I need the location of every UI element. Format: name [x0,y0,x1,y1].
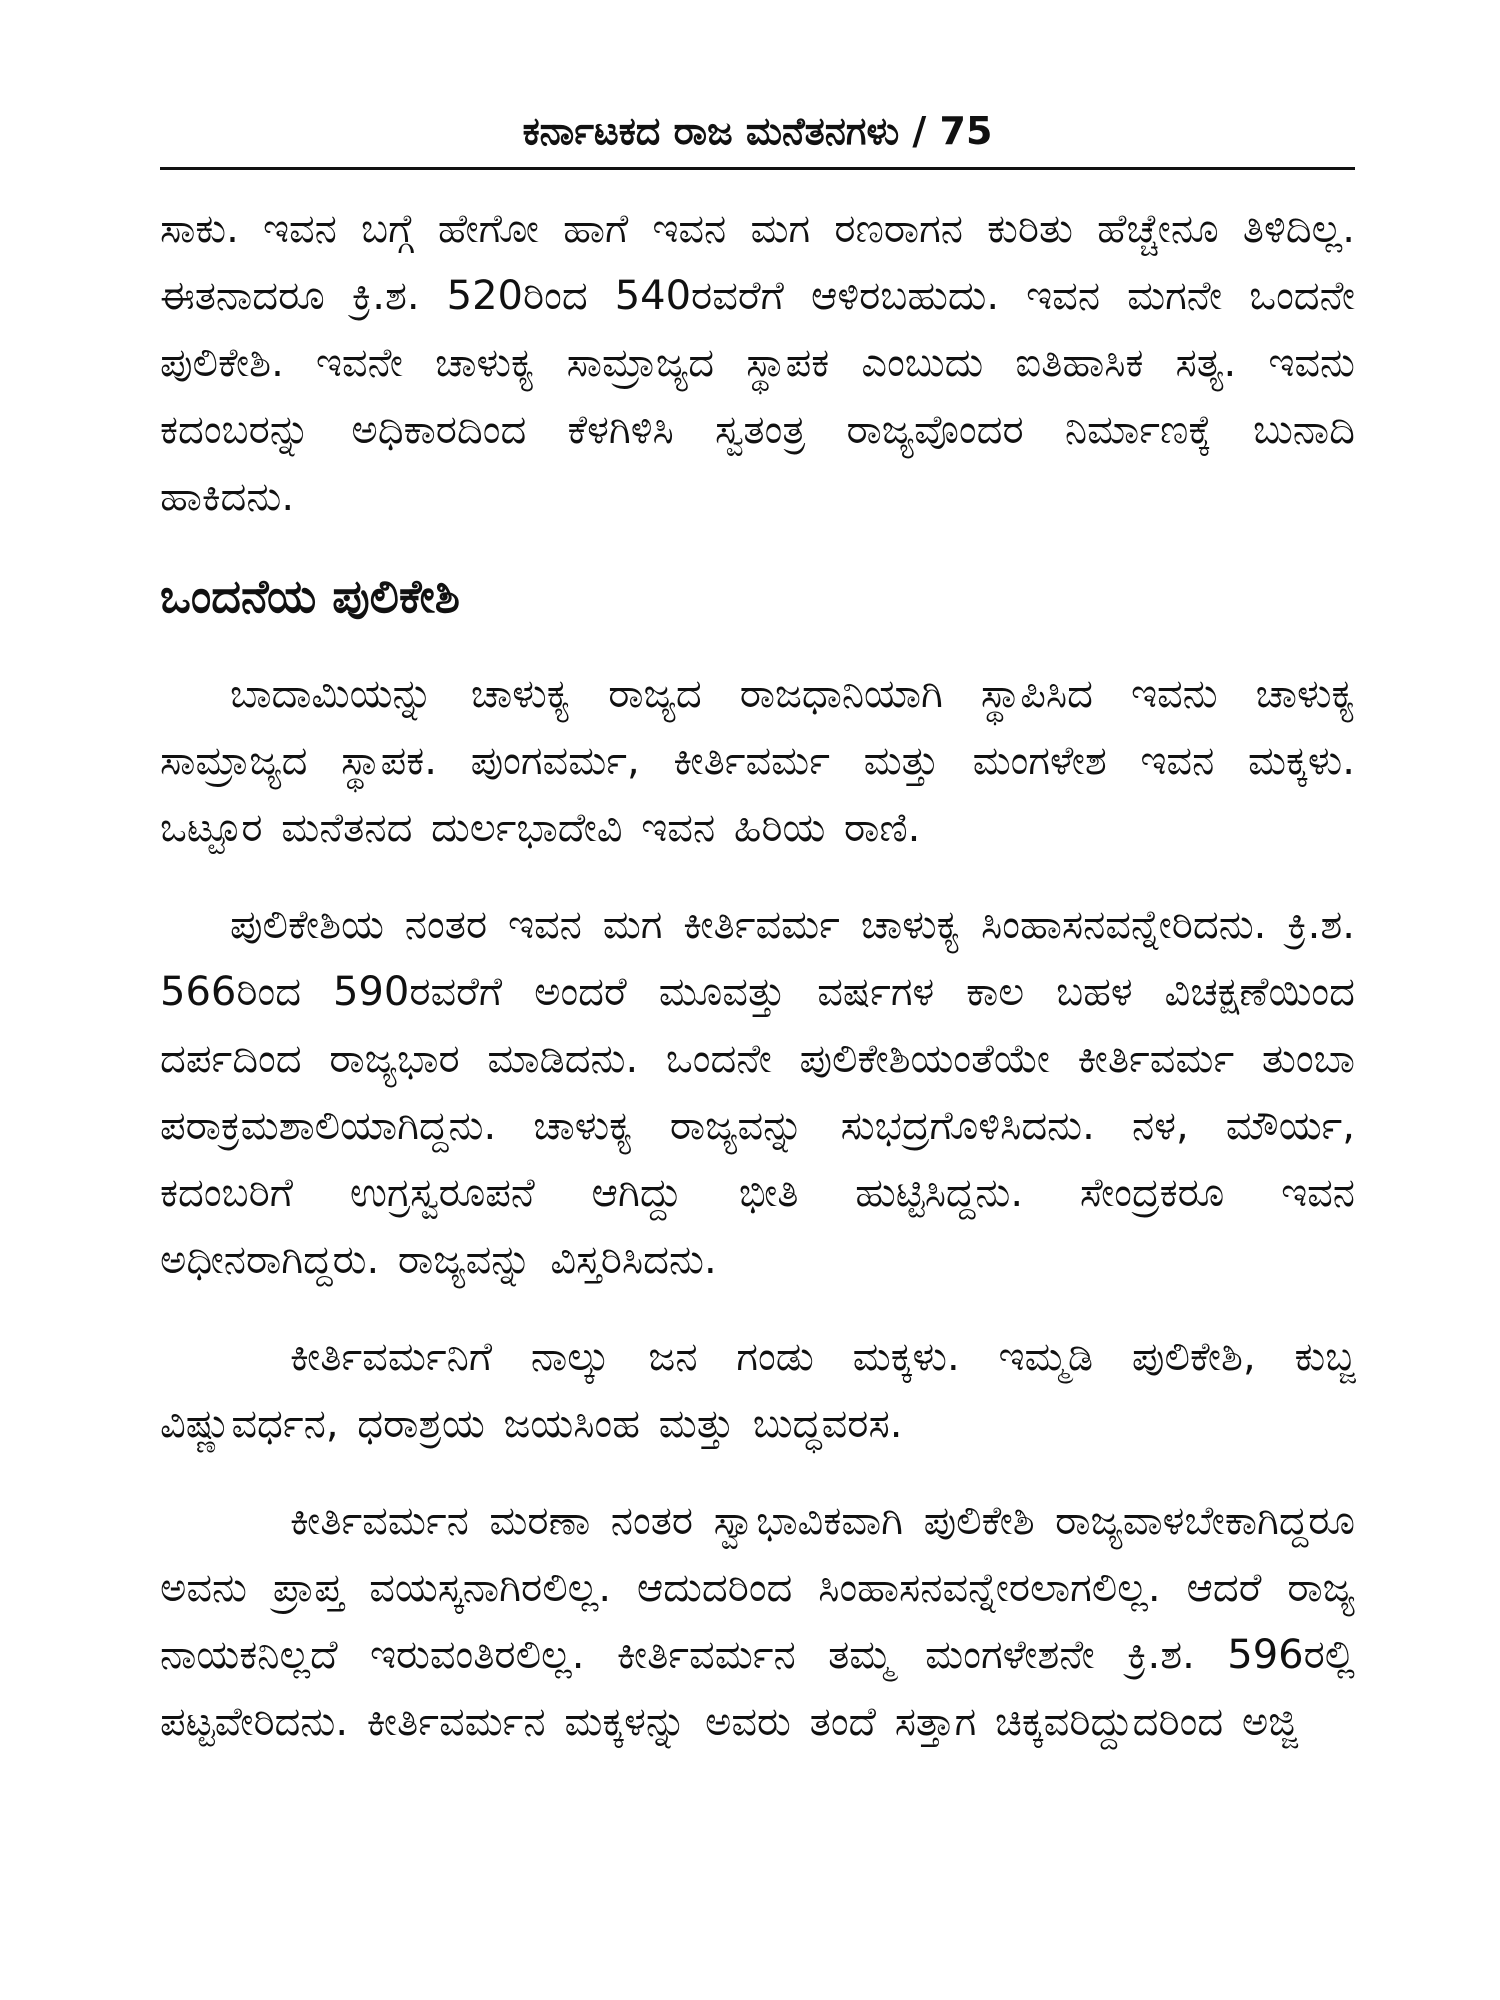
header-rule [160,167,1355,170]
page-body [160,196,1355,1786]
running-header: ಕರ್ನಾಟಕದ ರಾಜ ಮನೆತನಗಳು / 75 [522,109,993,153]
paragraph-3: ಪುಲಿಕೇಶಿಯ ನಂತರ ಇವನ ಮಗ ಕೀರ್ತಿವರ್ಮ ಚಾಳುಕ್ಯ ಸಿಂಹಾಸನವನ್ನೇರಿದನು. ಕ್ರಿ.ಶ. 566ರಿಂದ 590ರವರೆಗೆ ಅಂದರೆ ಮೂವತ್ತು ವರ್ಷಗಳ ಕಾಲ ಬಹಳ ವಿಚಕ್ಷಣೆಯಿಂದ ದರ್ಪದಿಂದ ರಾಜ್ಯಭಾರ ಮಾಡಿದನು. ಒಂದನೇ ಪುಲಿಕೇಶಿಯಂತೆಯೇ ಕೀರ್ತಿವರ್ಮ ತುಂಬಾ ಪರಾಕ್ರಮಶಾಲಿಯಾಗಿದ್ದನು. ಚಾಳುಕ್ಯ ರಾಜ್ಯವನ್ನು ಸುಭದ್ರಗೊಳಿಸಿದನು. ನಳ, ಮೌರ್ಯ, ಕದಂಬರಿಗೆ ಉಗ್ರಸ್ವರೂಪನೆ ಆಗಿದ್ದು ಭೀತಿ ಹುಟ್ಟಿಸಿದ್ದನು. ಸೇಂದ್ರಕರೂ ಇವನ ಅಧೀನರಾಗಿದ್ದರು. ರಾಜ್ಯವನ್ನು ವಿಸ್ತರಿಸಿದನು. [160,902,1355,1283]
paragraph-5: ಕೀರ್ತಿವರ್ಮನ ಮರಣಾ ನಂತರ ಸ್ವಾಭಾವಿಕವಾಗಿ ಪುಲಿಕೇಶಿ ರಾಜ್ಯವಾಳಬೇಕಾಗಿದ್ದರೂ ಅವನು ಪ್ರಾಪ್ತ ವಯಸ್ಕನಾಗಿರಲಿಲ್ಲ. ಆದುದರಿಂದ ಸಿಂಹಾಸನವನ್ನೇರಲಾಗಲಿಲ್ಲ. ಆದರೆ ರಾಜ್ಯ ನಾಯಕನಿಲ್ಲದೆ ಇರುವಂತಿರಲಿಲ್ಲ. ಕೀರ್ತಿವರ್ಮನ ತಮ್ಮ ಮಂಗಳೇಶನೇ ಕ್ರಿ.ಶ. 596ರಲ್ಲಿ ಪಟ್ಟವೇರಿದನು. ಕೀರ್ತಿವರ್ಮನ ಮಕ್ಕಳನ್ನು ಅವರು ತಂದೆ ಸತ್ತಾಗ ಚಿಕ್ಕವರಿದ್ದುದರಿಂದ ಅಜ್ಜಿ [160,1498,1355,1745]
paragraph-4: ಕೀರ್ತಿವರ್ಮನಿಗೆ ನಾಲ್ಕು ಜನ ಗಂಡು ಮಕ್ಕಳು. ಇಮ್ಮಡಿ ಪುಲಿಕೇಶಿ, ಕುಬ್ಜ ವಿಷ್ಣುವರ್ಧನ, ಧರಾಶ್ರಯ ಜಯಸಿಂಹ ಮತ್ತು ಬುದ್ಧವರಸ. [160,1334,1355,1447]
section-heading: ಒಂದನೆಯ ಪುಲಿಕೇಶಿ [160,569,460,623]
paragraph-2: ಬಾದಾಮಿಯನ್ನು ಚಾಳುಕ್ಯ ರಾಜ್ಯದ ರಾಜಧಾನಿಯಾಗಿ ಸ್ಥಾಪಿಸಿದ ಇವನು ಚಾಳುಕ್ಯ ಸಾಮ್ರಾಜ್ಯದ ಸ್ಥಾಪಕ. ಪುಂಗವರ್ಮ, ಕೀರ್ತಿವರ್ಮ ಮತ್ತು ಮಂಗಳೇಶ ಇವನ ಮಕ್ಕಳು. ಒಟ್ಟೂರ ಮನೆತನದ ದುರ್ಲಭಾದೇವಿ ಇವನ ಹಿರಿಯ ರಾಣಿ. [160,671,1355,851]
paragraph-1: ಸಾಕು. ಇವನ ಬಗ್ಗೆ ಹೇಗೋ ಹಾಗೆ ಇವನ ಮಗ ರಣರಾಗನ ಕುರಿತು ಹೆಚ್ಚೇನೂ ತಿಳಿದಿಲ್ಲ. ಈತನಾದರೂ ಕ್ರಿ.ಶ. 520ರಿಂದ 540ರವರೆಗೆ ಆಳಿರಬಹುದು. ಇವನ ಮಗನೇ ಒಂದನೇ ಪುಲಿಕೇಶಿ. ಇವನೇ ಚಾಳುಕ್ಯ ಸಾಮ್ರಾಜ್ಯದ ಸ್ಥಾಪಕ ಎಂಬುದು ಐತಿಹಾಸಿಕ ಸತ್ಯ. ಇವನು ಕದಂಬರನ್ನು ಅಧಿಕಾರದಿಂದ ಕೆಳಗಿಳಿಸಿ ಸ್ವತಂತ್ರ ರಾಜ್ಯವೊಂದರ ನಿರ್ಮಾಣಕ್ಕೆ ಬುನಾದಿ ಹಾಕಿದನು. [160,206,1355,520]
